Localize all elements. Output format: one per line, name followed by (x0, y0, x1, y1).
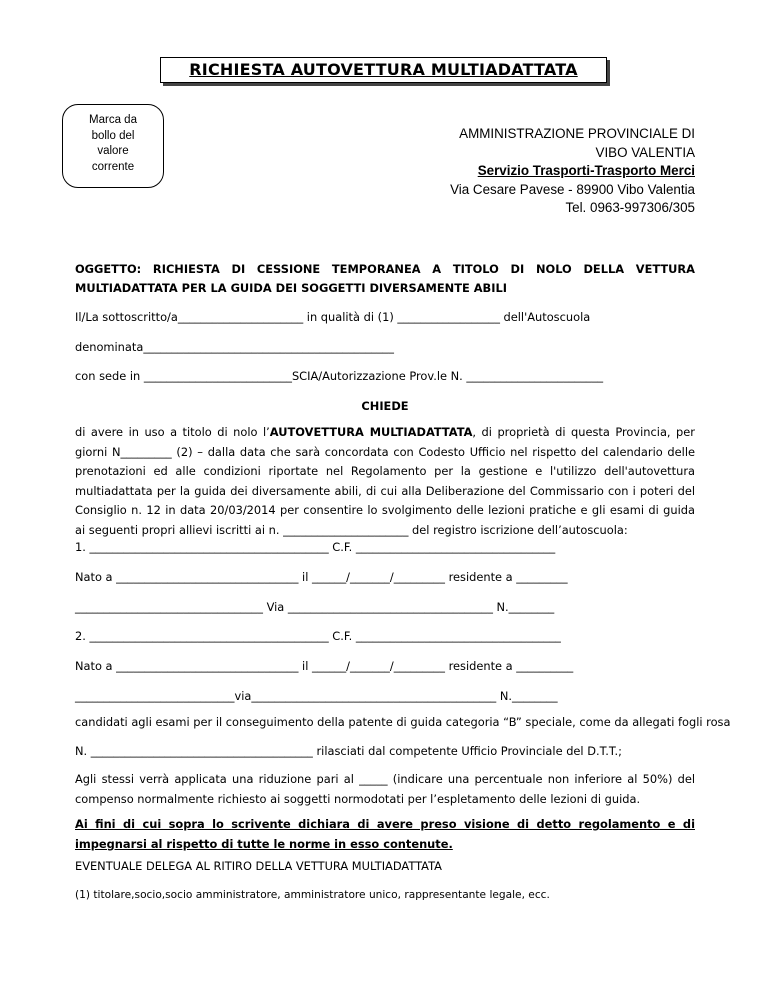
subject-line: OGGETTO: RICHIESTA DI CESSIONE TEMPORANEA A TITOLO DI NOLO DELLA VETTURA (75, 262, 695, 276)
subject-line: MULTIADATTATA PER LA GUIDA DEI SOGGETTI DIVERSAMENTE ABILI (75, 281, 507, 295)
delegation-heading: EVENTUALE DELEGA AL RITIRO DELLA VETTURA MULTIADATTATA (75, 859, 442, 873)
request-paragraph (75, 423, 695, 540)
recipient-line: VIBO VALENTIA (595, 144, 695, 160)
revenue-stamp-box (62, 104, 164, 188)
stamp-line: valore (97, 145, 129, 157)
permits-field[interactable]: N. _______________________________________ rilasciati dal competente Ufficio Provinciale del D.T.T.; (75, 744, 622, 758)
recipient-line: AMMINISTRAZIONE PROVINCIALE DI (459, 126, 695, 141)
recipient-street: Via Cesare Pavese - 89900 Vibo Valentia (450, 181, 695, 197)
request-text: di avere in uso a titolo di nolo l’ (75, 425, 270, 439)
student1-birth-field[interactable]: Nato a ________________________________ il ______/_______/_________ residente a _________ (75, 570, 568, 584)
student2-address-field[interactable]: ____________________________via___________________________________________ N.________ (75, 689, 558, 703)
request-vehicle: AUTOVETTURA MULTIADATTATA (269, 425, 473, 439)
stamp-line: corrente (91, 160, 135, 173)
stamp-line: bollo del (91, 129, 135, 142)
student1-address-field[interactable]: _________________________________ Via ____________________________________ N.________ (75, 600, 555, 614)
signer-field[interactable]: Il/La sottoscritto/a______________________ in qualità di (1) __________________ dell'Autoscuola (75, 310, 591, 324)
student1-name-field[interactable]: 1. __________________________________________ C.F. ___________________________________ (75, 540, 556, 554)
declaration-paragraph: Ai fini di cui sopra lo scrivente dichiara di avere preso visione di detto regolamento e di impegnarsi al rispetto di tutte le norme in esso contenute. (75, 817, 695, 851)
recipient-address (450, 125, 695, 218)
stamp-line: Marca da (89, 114, 137, 126)
request-heading: CHIEDE (361, 399, 409, 413)
candidates-text: candidati agli esami per il conseguimento della patente di guida categoria “B” speciale, come da allegati fogli rosa (75, 715, 731, 729)
recipient-phone: Tel. 0963-997306/305 (565, 200, 695, 216)
recipient-office: Servizio Trasporti-Trasporto Merci (477, 163, 695, 179)
footnote: (1) titolare,socio,socio amministratore, amministratore unico, rappresentante legale, ecc. (75, 889, 550, 901)
school-seat-field[interactable]: con sede in __________________________SCIA/Autorizzazione Prov.le N. ________________________ (75, 369, 604, 383)
document-title: RICHIESTA AUTOVETTURA MULTIADATTATA (160, 57, 607, 83)
school-name-field[interactable]: denominata____________________________________________ (75, 340, 394, 354)
discount-paragraph: Agli stessi verrà applicata una riduzione pari al _____ (indicare una percentuale non inferiore al 50%) del compenso normalmente richiesto ai soggetti normodotati per l’espletamento delle lezioni di guida. (75, 772, 695, 806)
student2-name-field[interactable]: 2. __________________________________________ C.F. ____________________________________ (75, 629, 561, 643)
student2-birth-field[interactable]: Nato a ________________________________ il ______/_______/_________ residente a __________ (75, 659, 574, 673)
request-text: , di proprietà di questa Provincia, per giorni N_________ (2) – dalla data che sarà concordata con Codesto Ufficio nel rispetto del calendario delle prenotazioni ed alle condizioni riportate nel Regolamento per la gestione e l'utilizzo dell'autovettura multiadattata per la guida dei diversamente abili, di cui alla Deliberazione del Commissario con i poteri del Consiglio n. 12 in data 20/03/2014 per consentire lo svolgimento delle lezioni pratiche e gli esami di guida ai seguenti propri allievi iscritti ai n. ______________________ del registro iscrizione dell’autoscuola: (75, 425, 695, 537)
